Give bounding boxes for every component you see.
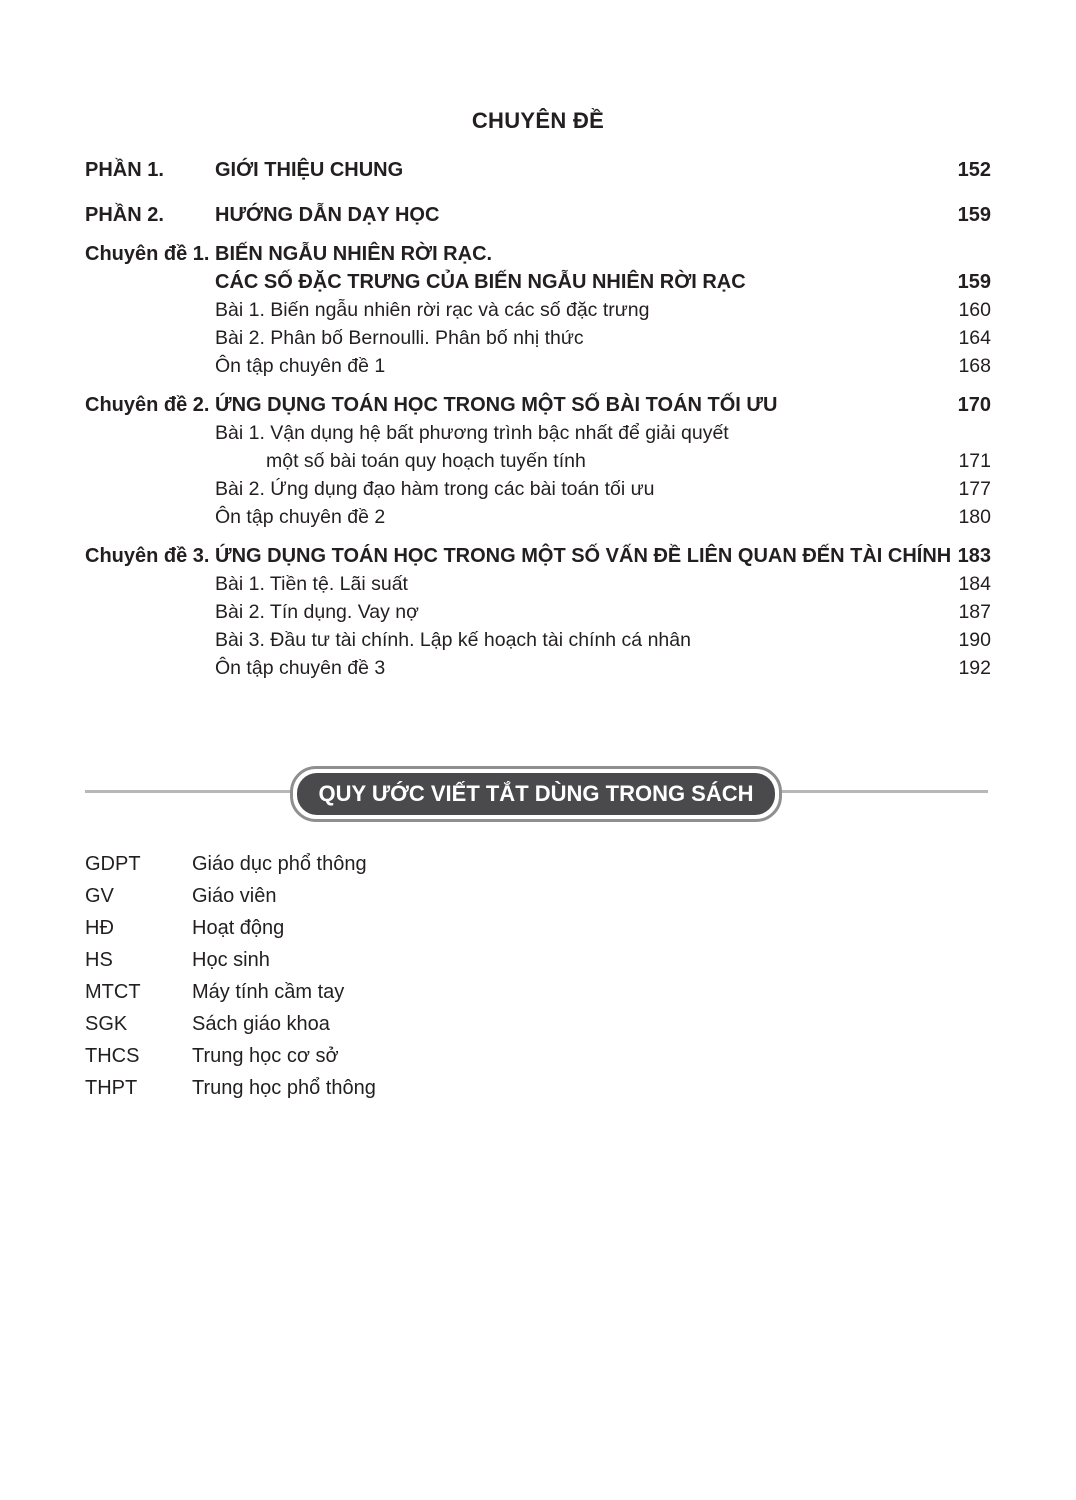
abbreviation-meaning: Sách giáo khoa xyxy=(192,1013,330,1035)
toc-title: Ôn tập chuyên đề 1 xyxy=(215,355,386,377)
toc-row-review xyxy=(85,503,991,531)
toc-label: Chuyên đề 2. xyxy=(85,394,210,416)
toc-page: 164 xyxy=(958,327,991,349)
toc-page: 168 xyxy=(958,355,991,377)
abbreviation-meaning: Học sinh xyxy=(192,949,270,971)
toc-page: 152 xyxy=(957,159,991,181)
toc-row-review xyxy=(85,352,991,380)
toc-page: 187 xyxy=(958,601,991,623)
abbreviation-code: GDPT xyxy=(85,853,141,875)
toc-row-lesson-cont xyxy=(85,447,991,475)
abbreviation-meaning: Máy tính cầm tay xyxy=(192,981,345,1003)
toc-label: Chuyên đề 1. xyxy=(85,243,210,265)
abbreviation-code: HS xyxy=(85,949,113,971)
toc-title: một số bài toán quy hoạch tuyến tính xyxy=(266,450,586,472)
toc-row-lesson xyxy=(85,475,991,503)
toc-page: 183 xyxy=(957,545,991,567)
toc-title: ỨNG DỤNG TOÁN HỌC TRONG MỘT SỐ BÀI TOÁN TỐI ƯU xyxy=(215,394,778,416)
toc-title: Bài 2. Ứng dụng đạo hàm trong các bài toán tối ưu xyxy=(215,478,655,500)
toc-label: PHẦN 1. xyxy=(85,159,164,181)
toc-row-topic-1-cont xyxy=(85,268,991,296)
toc-title: Bài 2. Phân bố Bernoulli. Phân bố nhị thức xyxy=(215,327,584,349)
abbreviation-code: SGK xyxy=(85,1013,128,1035)
toc-title: Ôn tập chuyên đề 2 xyxy=(215,506,386,528)
toc-page: 159 xyxy=(957,271,991,293)
toc-row-topic-3 xyxy=(85,542,991,570)
toc-row-lesson xyxy=(85,324,991,352)
toc-label: Chuyên đề 3. xyxy=(85,545,210,567)
toc-row-topic-2 xyxy=(85,391,991,419)
toc-page: 192 xyxy=(958,657,991,679)
abbreviation-code: HĐ xyxy=(85,917,114,939)
toc-page: 180 xyxy=(958,506,991,528)
abbreviations-banner xyxy=(290,766,782,822)
abbreviation-code: THPT xyxy=(85,1077,138,1099)
toc-page: 159 xyxy=(957,204,991,226)
toc-title: GIỚI THIỆU CHUNG xyxy=(215,159,404,181)
toc-label: PHẦN 2. xyxy=(85,204,164,226)
toc-row-review xyxy=(85,654,991,682)
toc-title: Bài 3. Đầu tư tài chính. Lập kế hoạch tài chính cá nhân xyxy=(215,629,691,651)
toc-row-topic-1 xyxy=(85,240,991,268)
abbreviation-code: MTCT xyxy=(85,981,141,1003)
toc-row-lesson xyxy=(85,598,991,626)
toc-page: 171 xyxy=(958,450,991,472)
abbreviation-meaning: Giáo viên xyxy=(192,885,277,907)
abbreviation-meaning: Trung học phổ thông xyxy=(192,1077,376,1099)
toc-title: Bài 2. Tín dụng. Vay nợ xyxy=(215,601,419,623)
toc-title: ỨNG DỤNG TOÁN HỌC TRONG MỘT SỐ VẤN ĐỀ LIÊN QUAN ĐẾN TÀI CHÍNH xyxy=(215,545,952,567)
toc-page: 170 xyxy=(957,394,991,416)
toc-title: Bài 1. Vận dụng hệ bất phương trình bậc nhất để giải quyết xyxy=(215,422,729,444)
toc-row-lesson xyxy=(85,419,991,447)
toc-title: CÁC SỐ ĐẶC TRƯNG CỦA BIẾN NGẪU NHIÊN RỜI RẠC xyxy=(215,271,746,293)
toc-title: Bài 1. Biến ngẫu nhiên rời rạc và các số đặc trưng xyxy=(215,299,650,321)
toc-row-lesson xyxy=(85,626,991,654)
abbreviation-code: GV xyxy=(85,885,114,907)
toc-title: Bài 1. Tiền tệ. Lãi suất xyxy=(215,573,408,595)
toc-title: HƯỚNG DẪN DẠY HỌC xyxy=(215,204,440,226)
page-heading: CHUYÊN ĐỀ xyxy=(471,108,605,133)
abbreviation-meaning: Hoạt động xyxy=(192,917,285,939)
toc-title: Ôn tập chuyên đề 3 xyxy=(215,657,386,679)
toc-row-part-1 xyxy=(85,156,991,184)
toc-row-part-2 xyxy=(85,201,991,229)
toc-page: 177 xyxy=(958,478,991,500)
abbreviation-meaning: Trung học cơ sở xyxy=(192,1045,339,1067)
abbreviation-meaning: Giáo dục phổ thông xyxy=(192,853,367,875)
toc-page: 160 xyxy=(958,299,991,321)
toc-page: 190 xyxy=(958,629,991,651)
toc-row-lesson xyxy=(85,570,991,598)
banner-rule-left xyxy=(85,790,295,793)
abbreviation-code: THCS xyxy=(85,1045,140,1067)
toc-page: 184 xyxy=(958,573,991,595)
toc-title: BIẾN NGẪU NHIÊN RỜI RẠC. xyxy=(215,243,493,265)
abbreviations-title: QUY ƯỚC VIẾT TẮT DÙNG TRONG SÁCH xyxy=(297,773,775,815)
banner-rule-right xyxy=(777,790,988,793)
toc-row-lesson xyxy=(85,296,991,324)
